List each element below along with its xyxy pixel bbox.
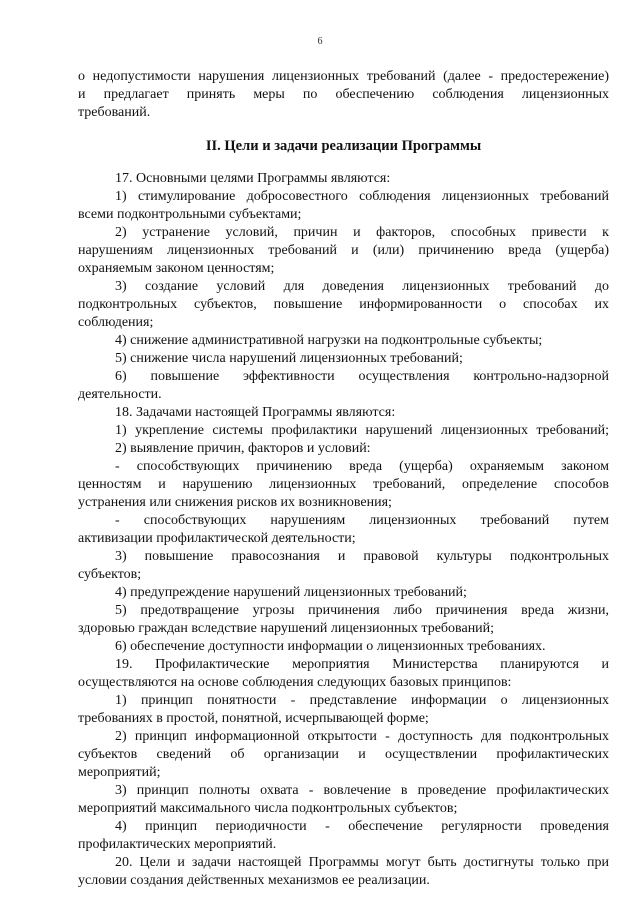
text-line: 5) снижение числа нарушений лицензионных требований; [115, 351, 463, 366]
text-line: субъектов сведений об организации и осуществлении профилактических [78, 747, 609, 762]
text-line: охраняемым законом ценностям; [78, 261, 275, 276]
page-number: 6 [317, 36, 323, 47]
text-line: 20. Цели и задачи настоящей Программы могут быть достигнуты только при [115, 855, 609, 870]
text-line: 1) стимулирование добросовестного соблюдения лицензионных требований [115, 189, 609, 204]
text-line: 2) принцип информационной открытости - доступность для подконтрольных [115, 729, 609, 744]
text-line: 2) выявление причин, факторов и условий: [115, 441, 371, 456]
text-line: профилактических мероприятий. [78, 837, 277, 852]
text-line: 4) снижение административной нагрузки на подконтрольные субъекты; [115, 333, 543, 348]
text-line: подконтрольных субъектов, повышение информированности о способах их [78, 297, 609, 312]
text-line: всеми подконтрольными субъектами; [78, 207, 302, 222]
text-line: 3) создание условий для доведения лицензионных требований до [115, 279, 609, 294]
text-line: деятельности. [78, 387, 162, 402]
text-line: ценностям и нарушению лицензионных требований, определение способов [78, 477, 609, 492]
text-line: и предлагает принять меры по обеспечению соблюдения лицензионных [78, 87, 609, 102]
text-line: 5) предотвращение угрозы причинения либо причинения вреда жизни, [115, 603, 609, 618]
text-line: соблюдения; [78, 315, 154, 330]
text-line: 4) принцип периодичности - обеспечение регулярности проведения [115, 819, 609, 834]
text-line: 3) повышение правосознания и правовой культуры подконтрольных [115, 549, 609, 564]
text-line: 17. Основными целями Программы являются: [115, 171, 391, 186]
text-line: субъектов; [78, 567, 142, 582]
text-line: 3) принцип полноты охвата - вовлечение в проведение профилактических [115, 783, 609, 798]
text-line: 2) устранение условий, причин и факторов, способных привести к [115, 225, 609, 240]
text-line: условии создания действенных механизмов ее реализации. [78, 873, 430, 888]
section-heading: II. Цели и задачи реализации Программы [205, 138, 482, 154]
text-line: требованиях в простой, понятной, исчерпывающей форме; [78, 711, 429, 726]
text-line: устранения или снижения рисков их возникновения; [78, 495, 392, 510]
text-line: здоровью граждан вследствие нарушений лицензионных требований; [78, 621, 495, 636]
text-line: 6) обеспечение доступности информации о лицензионных требованиях. [115, 639, 546, 654]
text-line: требований. [78, 105, 151, 120]
text-line: 19. Профилактические мероприятия Министерства планируются и [115, 657, 609, 672]
text-line: о недопустимости нарушения лицензионных требований (далее - предостережение) [78, 69, 609, 84]
text-line: нарушениям лицензионных требований и (или) причинению вреда (ущерба) [78, 243, 609, 258]
text-line: мероприятий; [78, 765, 161, 780]
text-line: - способствующих нарушениям лицензионных требований путем [115, 513, 609, 528]
text-line: 1) принцип понятности - представление информации о лицензионных [115, 693, 609, 708]
text-line: 18. Задачами настоящей Программы являются: [115, 405, 396, 420]
text-line: - способствующих причинению вреда (ущерба) охраняемым законом [115, 459, 609, 474]
text-line: 6) повышение эффективности осуществления контрольно-надзорной [115, 369, 609, 384]
text-line: мероприятий максимального числа подконтрольных субъектов; [78, 801, 458, 816]
text-line: 1) укрепление системы профилактики нарушений лицензионных требований; [115, 423, 609, 438]
text-line: активизации профилактической деятельности; [78, 531, 356, 546]
text-line: осуществляются на основе соблюдения следующих базовых принципов: [78, 675, 512, 690]
text-line: 4) предупреждение нарушений лицензионных требований; [115, 585, 467, 600]
